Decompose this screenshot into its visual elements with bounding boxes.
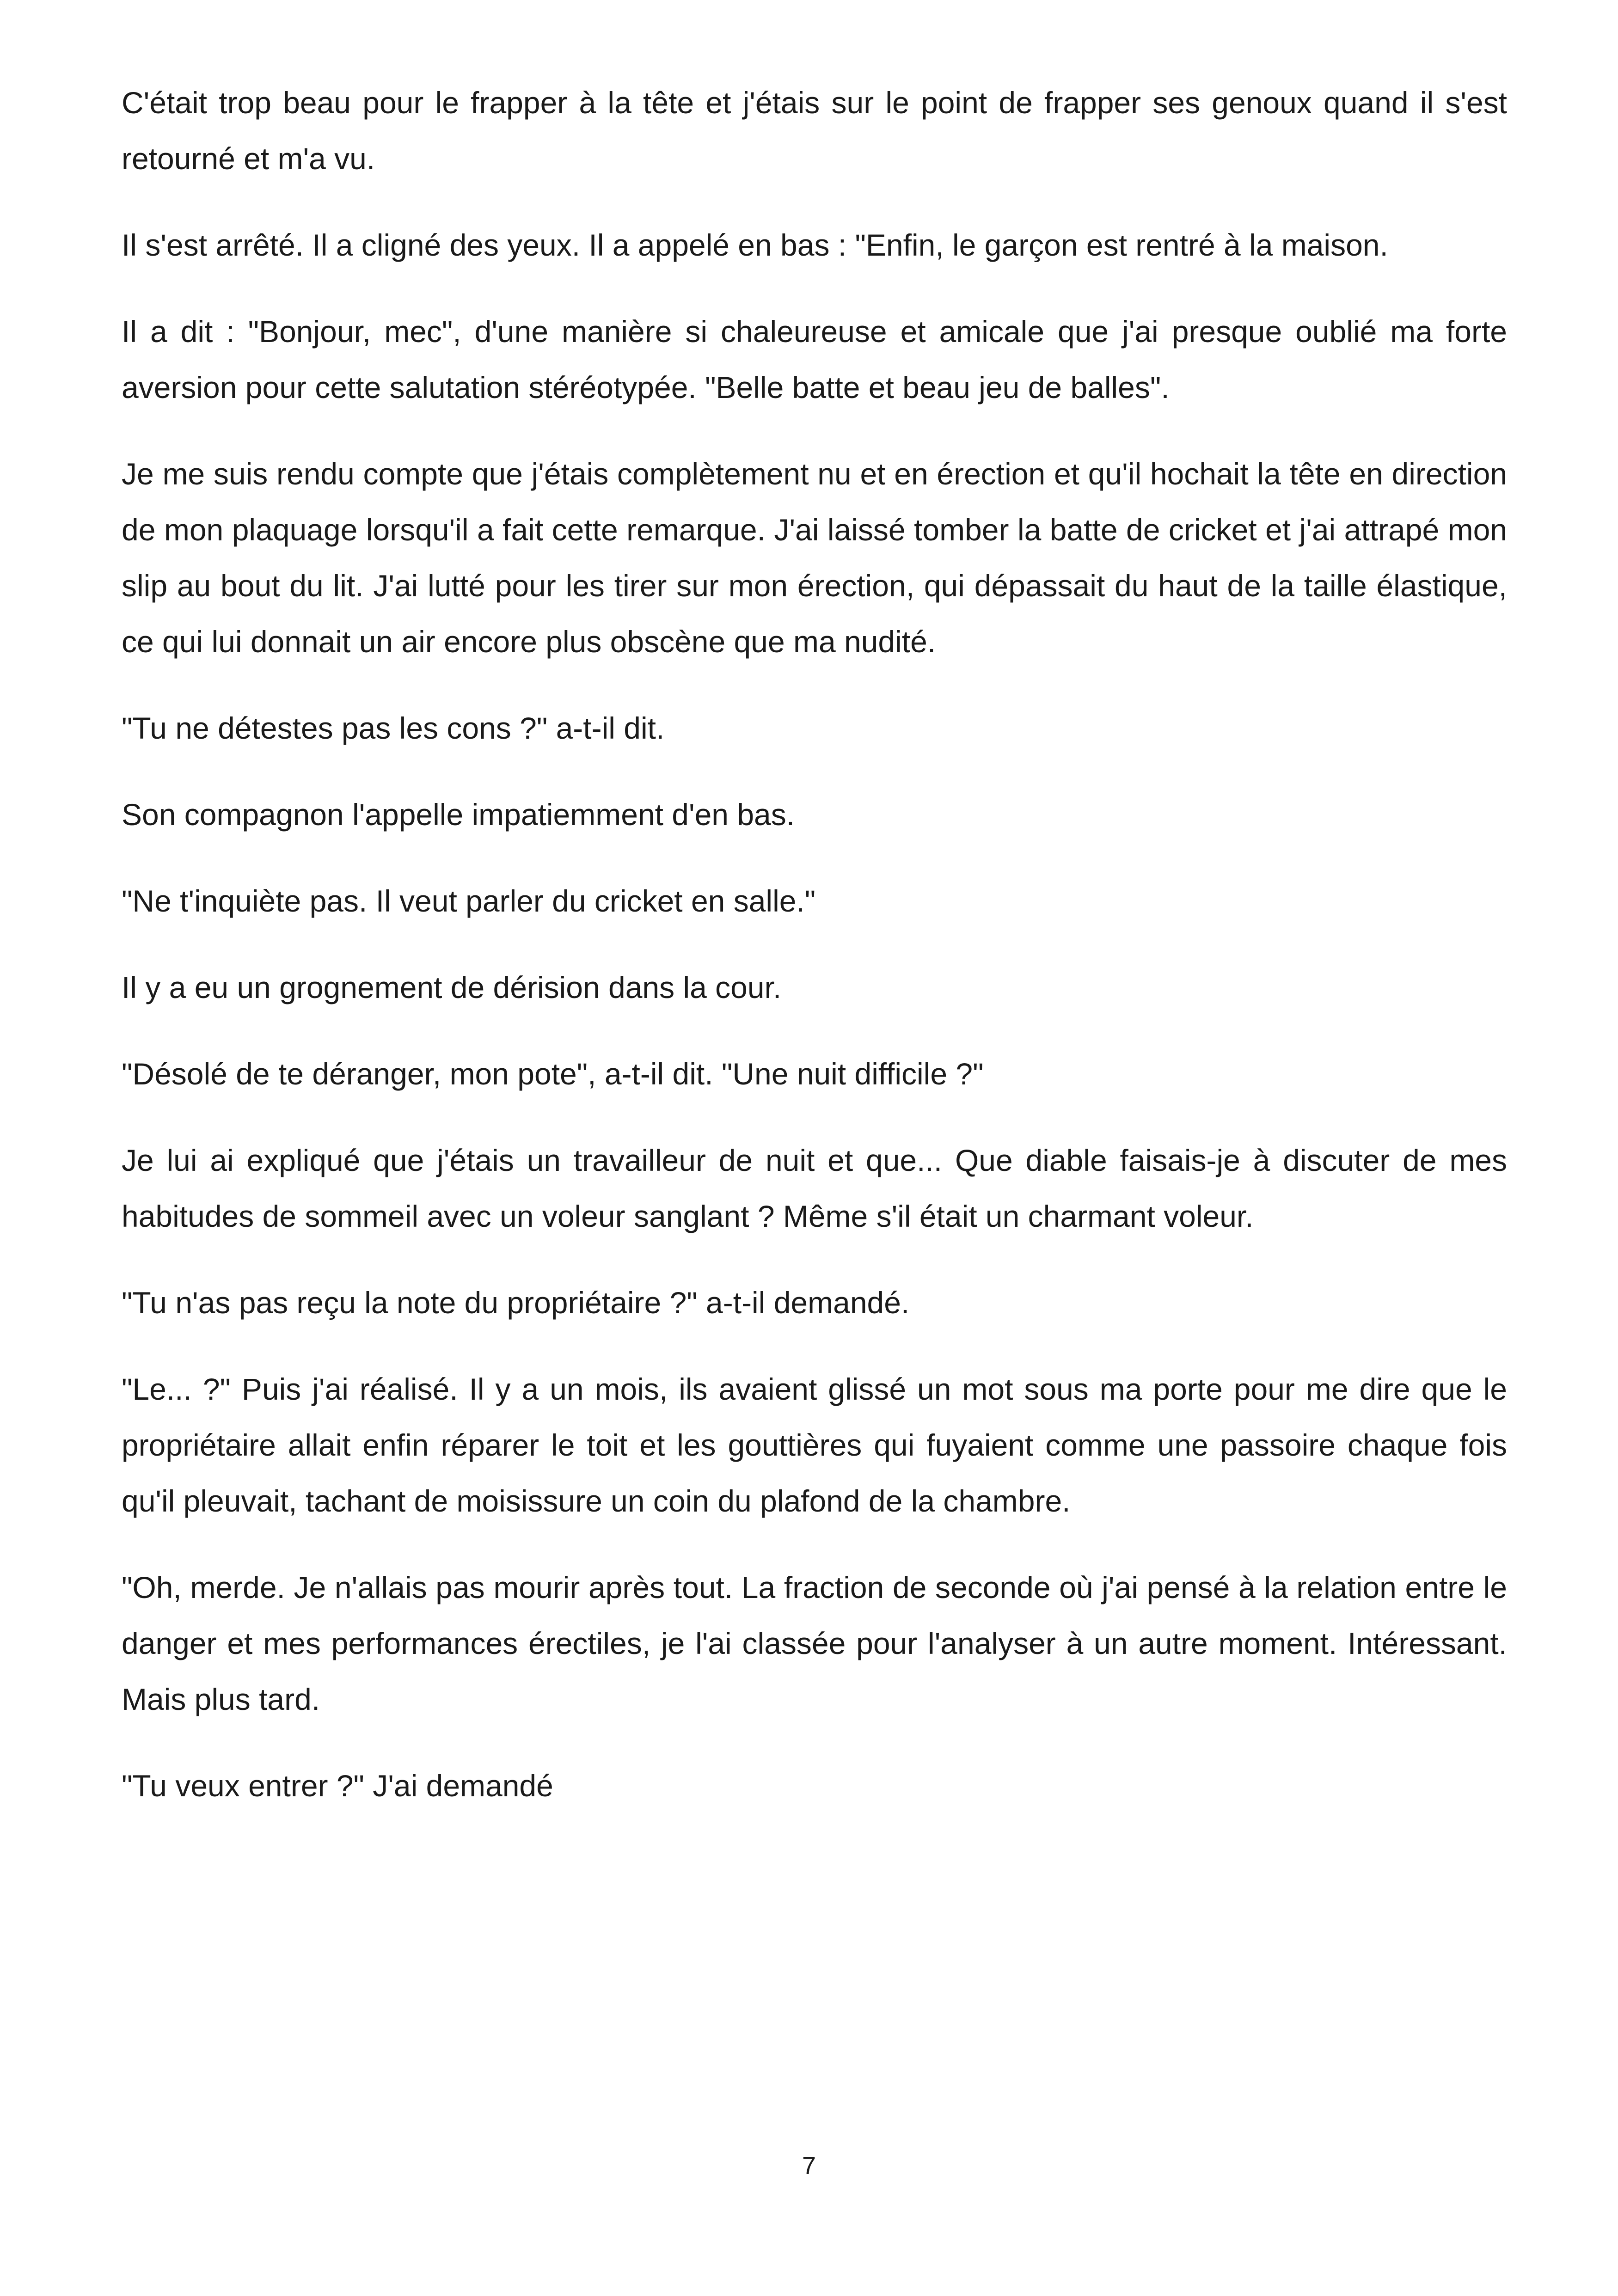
paragraph: "Désolé de te déranger, mon pote", a-t-il dit. "Une nuit difficile ?" <box>122 1057 984 1091</box>
paragraph: Il s'est arrêté. Il a cligné des yeux. Il a appelé en bas : "Enfin, le garçon est rentré à la maison. <box>122 228 1388 262</box>
paragraph: C'était trop beau pour le frapper à la tête et j'étais sur le point de frapper ses genoux quand il s'est retourné et m'a vu. <box>122 86 1507 176</box>
paragraph: "Tu ne détestes pas les cons ?" a-t-il dit. <box>122 711 665 745</box>
paragraph: Il a dit : "Bonjour, mec", d'une manière si chaleureuse et amicale que j'ai presque oublié ma forte aversion pour cette salutation stéréotypée. "Belle batte et beau jeu de balles". <box>122 314 1507 404</box>
paragraph: "Tu veux entrer ?" J'ai demandé <box>122 1769 553 1803</box>
page-number: 7 <box>802 2152 816 2180</box>
paragraph: "Ne t'inquiète pas. Il veut parler du cricket en salle." <box>122 884 816 918</box>
paragraph: Il y a eu un grognement de dérision dans la cour. <box>122 970 782 1004</box>
paragraph: Je lui ai expliqué que j'étais un travailleur de nuit et que... Que diable faisais-je à discuter de mes habitudes de sommeil avec un voleur sanglant ? Même s'il était un charmant voleur. <box>122 1143 1507 1233</box>
paragraph: Je me suis rendu compte que j'étais complètement nu et en érection et qu'il hochait la tête en direction de mon plaquage lorsqu'il a fait cette remarque. J'ai laissé tomber la batte de cricket et j'ai attrapé mon slip au bout du lit. J'ai lutté pour les tirer sur mon érection, qui dépassait du haut de la taille élastique, ce qui lui donnait un air encore plus obscène que ma nudité. <box>122 457 1507 659</box>
paragraph: "Le... ?" Puis j'ai réalisé. Il y a un mois, ils avaient glissé un mot sous ma porte pour me dire que le propriétaire allait enfin réparer le toit et les gouttières qui fuyaient comme une passoire chaque fois qu'il pleuvait, tachant de moisissure un coin du plafond de la chambre. <box>122 1372 1507 1518</box>
paragraph: "Oh, merde. Je n'allais pas mourir après tout. La fraction de seconde où j'ai pensé à la relation entre le danger et mes performances érectiles, je l'ai classée pour l'analyser à un autre moment. Intéressant. Mais plus tard. <box>122 1570 1507 1716</box>
paragraph: "Tu n'as pas reçu la note du propriétaire ?" a-t-il demandé. <box>122 1286 910 1320</box>
body-text <box>122 75 1507 1844</box>
paragraph: Son compagnon l'appelle impatiemment d'en bas. <box>122 797 795 832</box>
